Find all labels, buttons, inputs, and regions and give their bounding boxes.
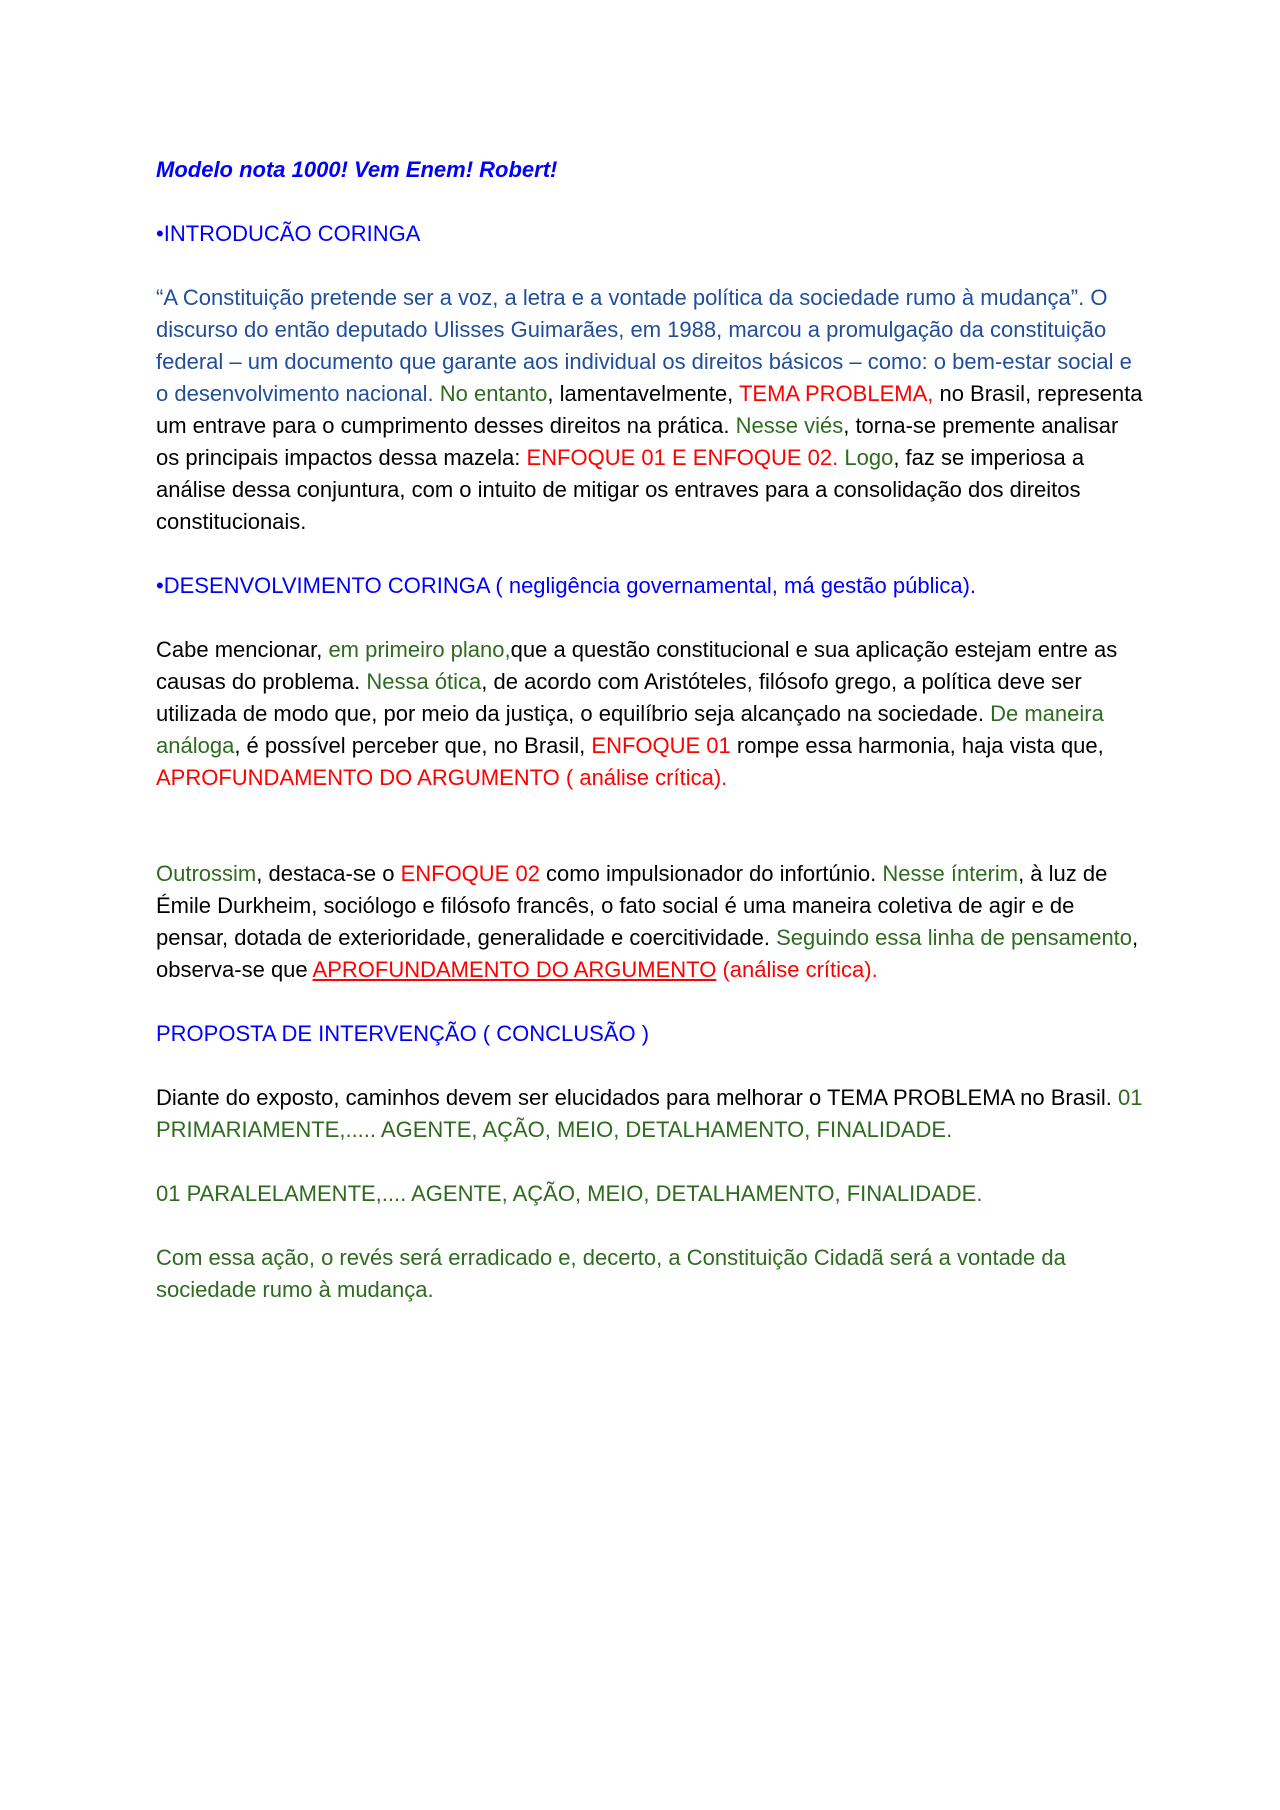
dev1-connector-1: em primeiro plano, (328, 637, 511, 662)
intro-connector-3: Logo (838, 445, 894, 470)
dev1-text-1: Cabe mencionar, (156, 637, 329, 662)
conclusion-primary: 01 PRIMARIAMENTE,..... AGENTE, AÇÃO, MEIO, DETALHAMENTO, FINALIDADE. (156, 1085, 1143, 1142)
dev2-argument: APROFUNDAMENTO DO ARGUMENTO (312, 957, 717, 982)
intro-text-1: , lamentavelmente, (547, 381, 739, 406)
development-paragraph-1 (156, 634, 1146, 794)
intro-text-2: no Brasil, representa um entrave para o cumprimento desses direitos na prática. (156, 381, 1143, 438)
dev1-text-3: , de acordo com Aristóteles, filósofo grego, a política deve ser utilizada de modo que, por meio da justiça, o equilíbrio seja alcançado na sociedade. (156, 669, 1082, 726)
conclusion-text-1: Diante do exposto, caminhos devem ser elucidados para melhorar o TEMA PROBLEMA no Brasil. (156, 1085, 1118, 1110)
intro-text-4: , faz se imperiosa a análise dessa conjuntura, com o intuito de mitigar os entraves para a consolidação dos direitos constitucionais. (156, 445, 1085, 534)
dev2-text-2: como impulsionador do infortúnio. (539, 861, 883, 886)
intro-focus: ENFOQUE 01 E ENFOQUE 02. (526, 445, 839, 470)
document-page (156, 154, 1146, 1338)
intro-heading: •INTRODUCÃO CORINGA (156, 221, 421, 246)
intro-theme: TEMA PROBLEMA, (738, 381, 934, 406)
dev2-text-1: , destaca-se o (256, 861, 401, 886)
conclusion-paragraph (156, 1082, 1146, 1146)
intro-text-3: , torna-se premente analisar os principais impactos dessa mazela: (156, 413, 1119, 470)
dev1-text-4: , é possível perceber que, no Brasil, (234, 733, 592, 758)
dev1-connector-2: Nessa ótica (366, 669, 482, 694)
intro-connector-2: Nesse viés (735, 413, 844, 438)
conclusion-parallel: 01 PARALELAMENTE,.... AGENTE, AÇÃO, MEIO, DETALHAMENTO, FINALIDADE. (156, 1181, 983, 1206)
dev2-focus-2: ENFOQUE 02 (400, 861, 540, 886)
dev1-text-2: que a questão constitucional e sua aplicação estejam entre as causas do problema. (156, 637, 1118, 694)
dev2-connector-3: Seguindo essa linha de pensamento (776, 925, 1133, 950)
intro-paragraph (156, 282, 1146, 538)
dev1-argument: APROFUNDAMENTO DO ARGUMENTO ( análise crítica). (156, 765, 728, 790)
development-heading: •DESENVOLVIMENTO CORINGA ( negligência governamental, má gestão pública). (156, 573, 977, 598)
intro-connector-1: No entanto (433, 381, 548, 406)
dev1-connector-3: De maneira análoga (156, 701, 1104, 758)
dev2-critical: (análise crítica). (716, 957, 878, 982)
dev2-connector-1: Outrossim (156, 861, 257, 886)
development-paragraph-2 (156, 858, 1146, 986)
intro-quote: “A Constituição pretende ser a voz, a letra e a vontade política da sociedade rumo à mudança”. O discurso do então deputado Ulisses Guimarães, em 1988, marcou a promulgação da constituição federal – um documento que garante aos individual os direitos básicos – como: o bem-estar social e o desenvolvimento nacional. (156, 285, 1132, 406)
dev2-connector-2: Nesse ínterim (882, 861, 1019, 886)
dev2-text-3: , à luz de Émile Durkheim, sociólogo e filósofo francês, o fato social é uma maneira coletiva de agir e de pensar, dotada de exterioridade, generalidade e coercitividade. (156, 861, 1108, 950)
document-title: Modelo nota 1000! Vem Enem! Robert! (156, 157, 558, 182)
conclusion-heading: PROPOSTA DE INTERVENÇÃO ( CONCLUSÃO ) (156, 1021, 650, 1046)
dev1-text-5: rompe essa harmonia, haja vista que, (730, 733, 1104, 758)
dev2-text-4: , observa-se que (156, 925, 1139, 982)
dev1-focus-1: ENFOQUE 01 (591, 733, 731, 758)
conclusion-closing: Com essa ação, o revés será erradicado e, decerto, a Constituição Cidadã será a vontade da sociedade rumo à mudança. (156, 1245, 1066, 1302)
